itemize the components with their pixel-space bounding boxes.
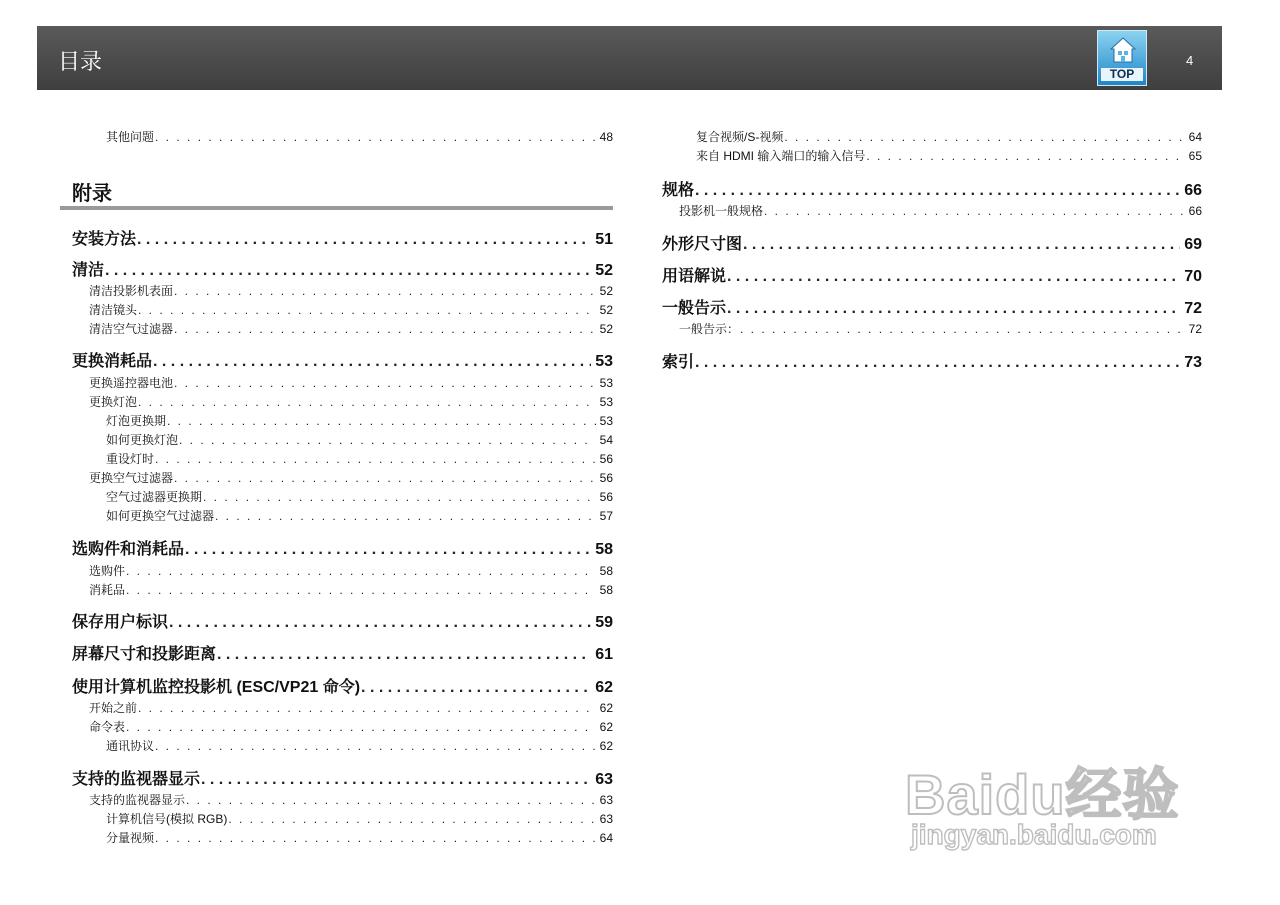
toc-leader-dots (179, 433, 596, 447)
toc-entry-page: 48 (599, 130, 613, 144)
toc-leader-dots (740, 322, 1185, 336)
toc-entry[interactable] (106, 450, 613, 467)
toc-leader-dots (155, 452, 596, 466)
toc-entry[interactable] (696, 128, 1202, 145)
toc-entry-label: 安装方法 (72, 231, 137, 248)
toc-entry-page: 70 (1184, 268, 1202, 285)
toc-entry-label: 灯泡更换期 (106, 414, 167, 428)
toc-entry-page: 64 (599, 831, 613, 845)
toc-entry[interactable] (72, 536, 613, 559)
toc-entry-label: 投影机一般规格 (679, 204, 764, 218)
toc-entry[interactable] (696, 147, 1202, 164)
watermark-url: jingyan.baidu.com (911, 819, 1157, 850)
toc-entry-page: 52 (599, 284, 613, 298)
toc-entry-label: 如何更换空气过滤器 (106, 509, 215, 523)
watermark (905, 735, 1205, 855)
toc-entry-label: 一般告示： (679, 322, 740, 336)
toc-entry[interactable] (106, 412, 613, 429)
toc-entry-label: 重设灯时 (106, 452, 155, 466)
toc-entry[interactable] (679, 202, 1202, 219)
toc-entry-page: 63 (599, 812, 613, 826)
toc-entry-page: 73 (1184, 354, 1202, 371)
toc-entry[interactable] (72, 641, 613, 664)
toc-entry-page: 53 (599, 395, 613, 409)
toc-leader-dots (784, 130, 1184, 144)
toc-leader-dots (126, 583, 596, 597)
toc-entry-page: 61 (595, 646, 613, 663)
toc-entry-label: 支持的监视器显示 (89, 793, 186, 807)
toc-leader-dots (174, 322, 596, 336)
toc-leader-dots (866, 149, 1184, 163)
toc-entry[interactable] (72, 257, 613, 280)
toc-entry-page: 53 (595, 353, 613, 370)
toc-entry[interactable] (662, 295, 1202, 318)
toc-leader-dots (105, 262, 591, 280)
toc-entry[interactable] (662, 263, 1202, 286)
toc-leader-dots (185, 541, 591, 559)
toc-entry-label: 更换遥控器电池 (89, 376, 174, 390)
toc-entry[interactable] (89, 374, 613, 391)
toc-leader-dots (695, 354, 1180, 372)
toc-entry[interactable] (72, 348, 613, 371)
toc-entry-page: 62 (599, 720, 613, 734)
toc-leader-dots (203, 490, 596, 504)
toc-entry-label: 更换灯泡 (89, 395, 138, 409)
toc-entry-page: 63 (595, 771, 613, 788)
toc-leader-dots (695, 182, 1180, 200)
toc-leader-dots (228, 812, 595, 826)
toc-entry-label: 复合视频/S-视频 (696, 130, 784, 144)
toc-leader-dots (174, 471, 596, 485)
toc-entry[interactable] (89, 301, 613, 318)
toc-leader-dots (217, 646, 591, 664)
toc-entry-label: 分量视频 (106, 831, 155, 845)
watermark-logo-text: Baidu经验 (905, 763, 1180, 826)
toc-entry-label: 屏幕尺寸和投影距离 (72, 646, 217, 663)
toc-entry-page: 51 (595, 231, 613, 248)
toc-leader-dots (361, 679, 591, 697)
toc-entry-label: 如何更换灯泡 (106, 433, 179, 447)
toc-leader-dots (137, 231, 591, 249)
toc-leader-dots (138, 701, 596, 715)
toc-leader-dots (764, 204, 1185, 218)
toc-leader-dots (169, 614, 591, 632)
toc-entry[interactable] (106, 829, 613, 846)
toc-entry-label: 选购件 (89, 564, 126, 578)
top-button-label: TOP (1101, 68, 1143, 81)
toc-entry[interactable] (679, 320, 1202, 337)
section-divider (60, 206, 613, 210)
toc-leader-dots (201, 771, 591, 789)
toc-entry-label: 其他问题 (106, 130, 155, 144)
toc-entry[interactable] (106, 810, 613, 827)
toc-entry-page: 63 (599, 793, 613, 807)
toc-entry-page: 58 (599, 583, 613, 597)
toc-leader-dots (126, 720, 596, 734)
home-icon (1110, 37, 1136, 63)
toc-entry[interactable] (72, 609, 613, 632)
toc-entry-page: 72 (1184, 300, 1202, 317)
toc-entry-label: 更换消耗品 (72, 353, 153, 370)
top-button[interactable] (1097, 30, 1147, 86)
toc-entry-page: 52 (595, 262, 613, 279)
toc-entry[interactable] (89, 791, 613, 808)
toc-entry-label: 保存用户标识 (72, 614, 169, 631)
toc-entry-page: 66 (1184, 182, 1202, 199)
toc-entry-page: 59 (595, 614, 613, 631)
toc-leader-dots (138, 395, 596, 409)
toc-entry-page: 72 (1188, 322, 1202, 336)
toc-entry-page: 58 (595, 541, 613, 558)
toc-entry[interactable] (662, 231, 1202, 254)
toc-leader-dots (126, 564, 596, 578)
toc-entry[interactable] (89, 282, 613, 299)
toc-entry-label: 外形尺寸图 (662, 236, 743, 253)
toc-entry-page: 57 (599, 509, 613, 523)
toc-leader-dots (155, 130, 596, 144)
toc-entry[interactable] (89, 699, 613, 716)
toc-entry-label: 清洁空气过滤器 (89, 322, 174, 336)
toc-entry-page: 62 (599, 739, 613, 753)
toc-entry-label: 一般告示 (662, 300, 727, 317)
toc-leader-dots (186, 793, 596, 807)
toc-entry[interactable] (89, 718, 613, 735)
toc-leader-dots (155, 831, 596, 845)
toc-entry[interactable] (662, 349, 1202, 372)
toc-entry[interactable] (106, 737, 613, 754)
toc-entry-label: 更换空气过滤器 (89, 471, 174, 485)
toc-entry-label: 开始之前 (89, 701, 138, 715)
toc-entry-page: 62 (599, 701, 613, 715)
toc-entry[interactable] (106, 128, 613, 145)
toc-entry-page: 52 (599, 303, 613, 317)
toc-entry-page: 56 (599, 490, 613, 504)
page-header (37, 26, 1222, 90)
toc-leader-dots (727, 268, 1180, 286)
toc-entry[interactable] (106, 431, 613, 448)
toc-leader-dots (138, 303, 596, 317)
toc-entry-label: 清洁投影机表面 (89, 284, 174, 298)
toc-entry[interactable] (72, 766, 613, 789)
toc-entry-label: 计算机信号(模拟 RGB) (106, 812, 228, 826)
toc-entry-page: 52 (599, 322, 613, 336)
toc-entry-page: 64 (1188, 130, 1202, 144)
toc-entry-label: 清洁 (72, 262, 105, 279)
toc-entry-label: 选购件和消耗品 (72, 541, 185, 558)
toc-entry[interactable] (89, 320, 613, 337)
toc-entry-page: 53 (599, 376, 613, 390)
toc-entry-page: 62 (595, 679, 613, 696)
page-number: 4 (1186, 53, 1194, 68)
toc-entry[interactable] (72, 226, 613, 249)
toc-entry-label: 消耗品 (89, 583, 126, 597)
toc-entry-page: 66 (1188, 204, 1202, 218)
toc-entry-page: 54 (599, 433, 613, 447)
section-title: 附录 (72, 181, 112, 205)
toc-entry-label: 规格 (662, 182, 695, 199)
toc-entry[interactable] (72, 674, 613, 697)
toc-entry[interactable] (89, 469, 613, 486)
toc-entry[interactable] (89, 581, 613, 598)
toc-leader-dots (727, 300, 1180, 318)
toc-entry[interactable] (106, 488, 613, 505)
toc-entry-page: 65 (1188, 149, 1202, 163)
toc-entry-page: 56 (599, 471, 613, 485)
toc-leader-dots (215, 509, 596, 523)
toc-leader-dots (743, 236, 1180, 254)
toc-entry-label: 支持的监视器显示 (72, 771, 201, 788)
toc-entry-label: 来自 HDMI 输入端口的输入信号 (696, 149, 866, 163)
toc-entry-label: 空气过滤器更换期 (106, 490, 203, 504)
toc-entry-page: 69 (1184, 236, 1202, 253)
toc-entry-label: 清洁镜头 (89, 303, 138, 317)
page-title: 目录 (58, 50, 103, 75)
toc-entry[interactable] (662, 177, 1202, 200)
toc-entry-page: 58 (599, 564, 613, 578)
toc-entry-page: 53 (599, 414, 613, 428)
toc-entry-label: 通讯协议 (106, 739, 155, 753)
toc-entry-label: 索引 (662, 354, 695, 371)
toc-entry-label: 用语解说 (662, 268, 727, 285)
toc-leader-dots (174, 284, 596, 298)
toc-leader-dots (153, 353, 591, 371)
toc-entry-label: 使用计算机监控投影机 (ESC/VP21 命令) (72, 679, 361, 696)
toc-leader-dots (155, 739, 596, 753)
toc-entry[interactable] (89, 562, 613, 579)
toc-entry[interactable] (106, 507, 613, 524)
toc-entry-page: 56 (599, 452, 613, 466)
toc-entry[interactable] (89, 393, 613, 410)
toc-entry-label: 命令表 (89, 720, 126, 734)
toc-leader-dots (167, 414, 596, 428)
toc-leader-dots (174, 376, 596, 390)
